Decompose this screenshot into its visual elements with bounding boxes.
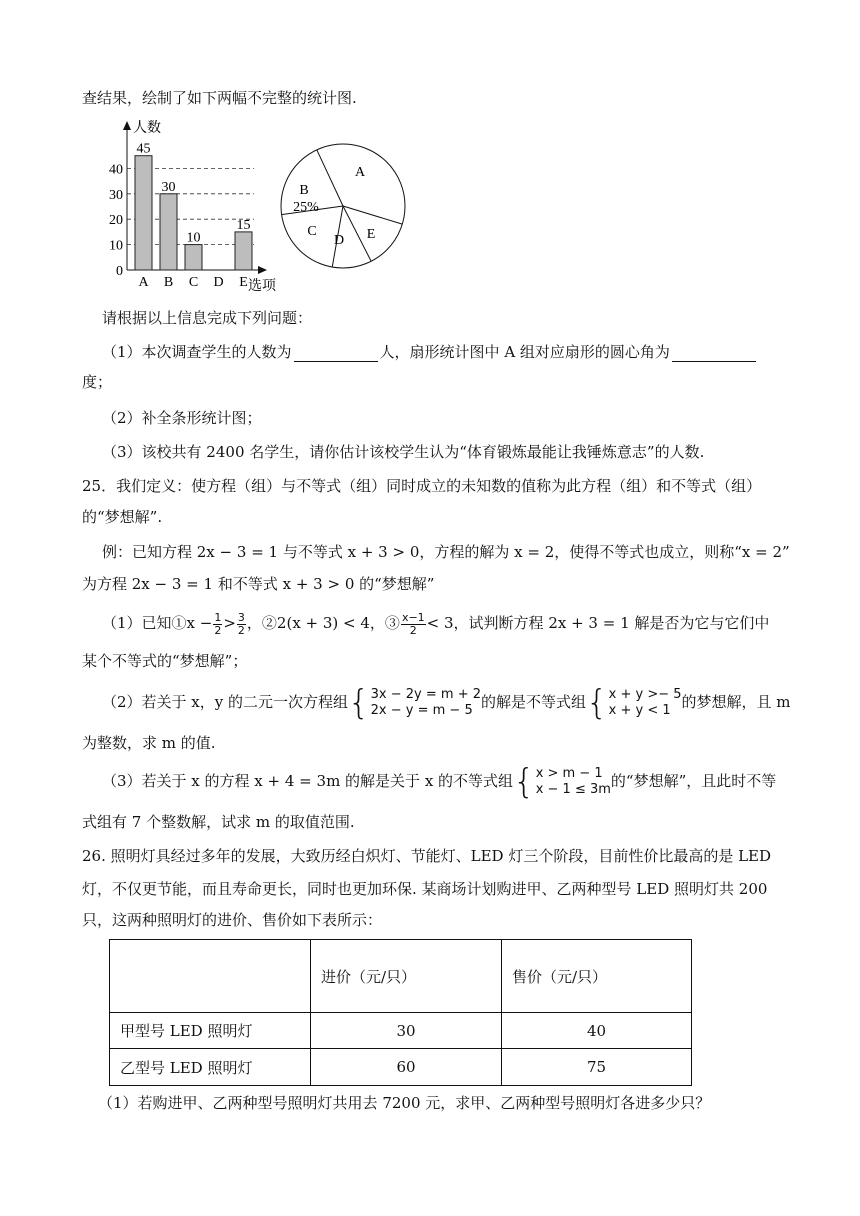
answer-blank-count[interactable] xyxy=(294,345,378,362)
q25-part2 xyxy=(102,683,791,723)
inequality-system-2: { x > m − 1 x − 1 ≤ 3m xyxy=(513,762,611,802)
answer-blank-angle[interactable] xyxy=(672,345,756,362)
inequality-system: { x + y >− 5 x + y < 1 xyxy=(586,683,682,723)
q25-s3-a: （3）若关于 x 的方程 x + 4 = 3m 的解是关于 x 的不等式组 xyxy=(102,772,514,790)
x-tick-label: D xyxy=(213,275,224,290)
q26-line2: 灯，不仅更节能，而且寿命更长，同时也更加环保. 某商场计划购进甲、乙两种型号 LED 照明灯共 200 xyxy=(82,880,768,898)
q25-s1-a: （1）已知①x − xyxy=(102,614,213,632)
q24-part3: （3）该校共有 2400 名学生，请你估计该校学生认为“体育锻炼最能让我锤炼意志”的人数. xyxy=(102,443,705,461)
fraction-3-den: 2 xyxy=(409,623,417,637)
fraction-2-num: 3 xyxy=(237,610,245,624)
data-label: 15 xyxy=(236,217,251,233)
bar xyxy=(135,156,152,270)
fraction-3-num: x−1 xyxy=(401,610,425,624)
y-axis-arrow xyxy=(123,121,131,130)
table-row xyxy=(110,1013,692,1049)
q25-s1-c: ，②2(x + 3) < 4，③ xyxy=(246,614,400,632)
pie-chart xyxy=(278,118,410,276)
pie-slice-label: B xyxy=(299,183,309,198)
inequality-1: x + y >− 5 xyxy=(608,687,682,702)
y-axis-label: 人数 xyxy=(133,121,161,136)
pie-slice-label: D xyxy=(333,233,345,248)
bar-chart xyxy=(100,118,280,294)
table-header-cell xyxy=(110,940,311,1013)
x-axis-label: 选项 xyxy=(248,279,276,294)
table-cell: 30 xyxy=(311,1013,502,1049)
q25-part3 xyxy=(102,762,777,802)
table-header-cell: 售价（元/只） xyxy=(502,940,692,1013)
q25-s1-d: < 3，试判断方程 2x + 3 = 1 解是否为它与它们中 xyxy=(426,614,770,632)
table-cell: 40 xyxy=(502,1013,692,1049)
q24-p1-b: 人，扇形统计图中 A 组对应扇形的圆心角为 xyxy=(379,343,670,361)
pie-slice-edge xyxy=(343,206,402,224)
q24-part1 xyxy=(102,342,758,362)
q25-s3-b: 的“梦想解”，且此时不等 xyxy=(610,772,777,790)
q25-s2-a: （2）若关于 x，y 的二元一次方程组 xyxy=(102,693,349,711)
q24-p1-a: （1）本次调查学生的人数为 xyxy=(102,343,292,361)
y-tick-label: 0 xyxy=(116,264,123,279)
table-cell: 75 xyxy=(502,1049,692,1086)
fraction-2 xyxy=(237,612,246,637)
q25-s1-e: 某个不等式的“梦想解”； xyxy=(82,652,248,670)
pie-slice-label: E xyxy=(366,227,376,242)
equation-system: { 3x − 2y = m + 2 2x − y = m − 5 xyxy=(348,683,481,723)
equation-2: 2x − y = m − 5 xyxy=(370,703,473,718)
q25-line2: 的“梦想解”. xyxy=(82,508,163,526)
bar xyxy=(160,194,177,270)
y-tick-label: 40 xyxy=(109,162,123,178)
data-label: 45 xyxy=(136,141,151,157)
q25-s2-d: 为整数，求 m 的值. xyxy=(82,734,216,752)
price-table xyxy=(109,939,692,1086)
q25-example-line1: 例：已知方程 2x − 3 = 1 与不等式 x + 3 > 0，方程的解为 x = 2，使得不等式也成立，则称“x = 2” xyxy=(102,543,790,561)
inequality-2: x + y < 1 xyxy=(608,703,671,718)
table-cell: 60 xyxy=(311,1049,502,1086)
q25-s1-b: > xyxy=(223,614,236,632)
intro-text: 查结果，绘制了如下两幅不完整的统计图. xyxy=(82,89,357,107)
x-tick-label: B xyxy=(163,275,174,290)
bar xyxy=(185,245,202,270)
fraction-2-den: 2 xyxy=(237,623,245,637)
pie-slice-edge xyxy=(317,150,343,206)
pie-slice-label: A xyxy=(354,165,366,180)
fraction-1 xyxy=(213,612,222,637)
fraction-3 xyxy=(401,612,426,637)
q25-example-line2: 为方程 2x − 3 = 1 和不等式 x + 3 > 0 的“梦想解” xyxy=(82,575,435,593)
data-label: 30 xyxy=(161,179,176,195)
q25-s2-c: 的梦想解，且 m xyxy=(681,693,791,711)
data-label: 10 xyxy=(186,230,201,246)
q24-part2: （2）补全条形统计图； xyxy=(102,409,262,427)
q25-line1: 25．我们定义：使方程（组）与不等式（组）同时成立的未知数的值称为此方程（组）和不等式（组） xyxy=(82,477,762,495)
bar xyxy=(235,232,252,270)
table-cell: 甲型号 LED 照明灯 xyxy=(110,1013,311,1049)
q26-part1: （1）若购进甲、乙两种型号照明灯共用去 7200 元，求甲、乙两种型号照明灯各进多少只？ xyxy=(98,1094,711,1112)
pie-slice-label: C xyxy=(307,224,317,239)
q25-part1 xyxy=(102,608,769,638)
prompt-text: 请根据以上信息完成下列问题： xyxy=(102,309,313,327)
x-tick-label: E xyxy=(239,275,248,290)
inequality-4: x − 1 ≤ 3m xyxy=(535,782,611,797)
fraction-1-num: 1 xyxy=(214,610,222,624)
q24-p1-c: 度； xyxy=(82,373,113,391)
fraction-1-den: 2 xyxy=(214,623,222,637)
x-tick-label: C xyxy=(188,275,199,290)
equation-1: 3x − 2y = m + 2 xyxy=(370,687,481,702)
q26-line3: 只，这两种照明灯的进价、售价如下表所示： xyxy=(82,911,383,929)
q26-line1: 26. 照明灯具经过多年的发展，大致历经白炽灯、节能灯、LED 灯三个阶段，目前性价比最高的是 LED xyxy=(82,847,772,865)
x-tick-label: A xyxy=(138,275,149,290)
table-cell: 乙型号 LED 照明灯 xyxy=(110,1049,311,1086)
inequality-3: x > m − 1 xyxy=(535,766,603,781)
pie-percent-label: 25% xyxy=(293,200,319,215)
table-header-cell: 进价（元/只） xyxy=(311,940,502,1013)
q25-s2-b: 的解是不等式组 xyxy=(481,693,587,711)
q25-s3-c: 式组有 7 个整数解，试求 m 的取值范围. xyxy=(82,813,355,831)
x-axis-arrow xyxy=(258,266,267,274)
y-tick-label: 30 xyxy=(109,187,123,203)
y-tick-label: 10 xyxy=(109,238,123,254)
table-header-row xyxy=(110,940,692,1013)
y-tick-label: 20 xyxy=(109,213,123,229)
table-row xyxy=(110,1049,692,1086)
